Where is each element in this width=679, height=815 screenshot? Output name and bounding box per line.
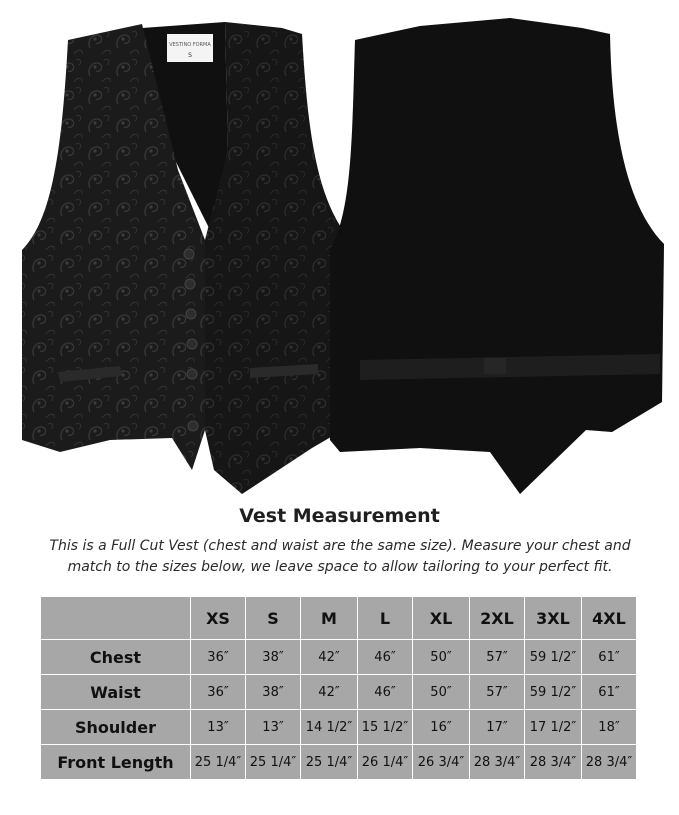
table-cell: 42″: [301, 675, 358, 710]
table-cell: 25 1/4″: [246, 745, 301, 780]
table-cell: 46″: [358, 675, 413, 710]
table-cell: 57″: [470, 675, 525, 710]
table-cell: 42″: [301, 640, 358, 675]
row-label-waist: Waist: [41, 675, 191, 710]
table-cell: 26 1/4″: [358, 745, 413, 780]
corner-cell: [41, 597, 191, 640]
table-cell: 25 1/4″: [191, 745, 246, 780]
row-label-shoulder: Shoulder: [41, 710, 191, 745]
size-header-4xl: 4XL: [582, 597, 637, 640]
table-cell: 13″: [191, 710, 246, 745]
garment-label-brand: VESTINO FORMA: [169, 42, 211, 48]
table-cell: 38″: [246, 640, 301, 675]
row-label-front-length: Front Length: [41, 745, 191, 780]
size-header-xs: XS: [191, 597, 246, 640]
table-cell: 59 1/2″: [525, 675, 582, 710]
table-cell: 36″: [191, 640, 246, 675]
table-row-shoulder: [41, 710, 637, 745]
table-cell: 61″: [582, 640, 637, 675]
size-header-row: [41, 597, 637, 640]
garment-label-size: S: [188, 52, 192, 59]
table-cell: 16″: [413, 710, 470, 745]
table-cell: 61″: [582, 675, 637, 710]
table-cell: 28 3/4″: [470, 745, 525, 780]
size-header-s: S: [246, 597, 301, 640]
table-cell: 57″: [470, 640, 525, 675]
measurement-description: This is a Full Cut Vest (chest and waist are the same size). Measure your chest and match to the sizes below, we leave space to allow tailoring to your perfect fit.: [49, 538, 631, 575]
table-row-front-length: [41, 745, 637, 780]
table-cell: 25 1/4″: [301, 745, 358, 780]
table-cell: 26 3/4″: [413, 745, 470, 780]
size-chart-table: [40, 596, 637, 780]
table-row-waist: [41, 675, 637, 710]
row-label-chest: Chest: [41, 640, 191, 675]
vest-back: [330, 18, 664, 494]
table-cell: 46″: [358, 640, 413, 675]
table-cell: 50″: [413, 640, 470, 675]
table-cell: 28 3/4″: [525, 745, 582, 780]
table-cell: 17 1/2″: [525, 710, 582, 745]
table-cell: 14 1/2″: [301, 710, 358, 745]
vest-measurement-heading: Vest Measurement: [239, 505, 440, 527]
vest-front: [22, 22, 360, 494]
size-header-m: M: [301, 597, 358, 640]
size-header-l: L: [358, 597, 413, 640]
size-header-3xl: 3XL: [525, 597, 582, 640]
table-cell: 36″: [191, 675, 246, 710]
table-cell: 18″: [582, 710, 637, 745]
table-cell: 38″: [246, 675, 301, 710]
size-header-2xl: 2XL: [470, 597, 525, 640]
table-cell: 50″: [413, 675, 470, 710]
table-cell: 28 3/4″: [582, 745, 637, 780]
table-cell: 17″: [470, 710, 525, 745]
table-row-chest: [41, 640, 637, 675]
table-cell: 59 1/2″: [525, 640, 582, 675]
table-cell: 15 1/2″: [358, 710, 413, 745]
table-cell: 13″: [246, 710, 301, 745]
size-header-xl: XL: [413, 597, 470, 640]
